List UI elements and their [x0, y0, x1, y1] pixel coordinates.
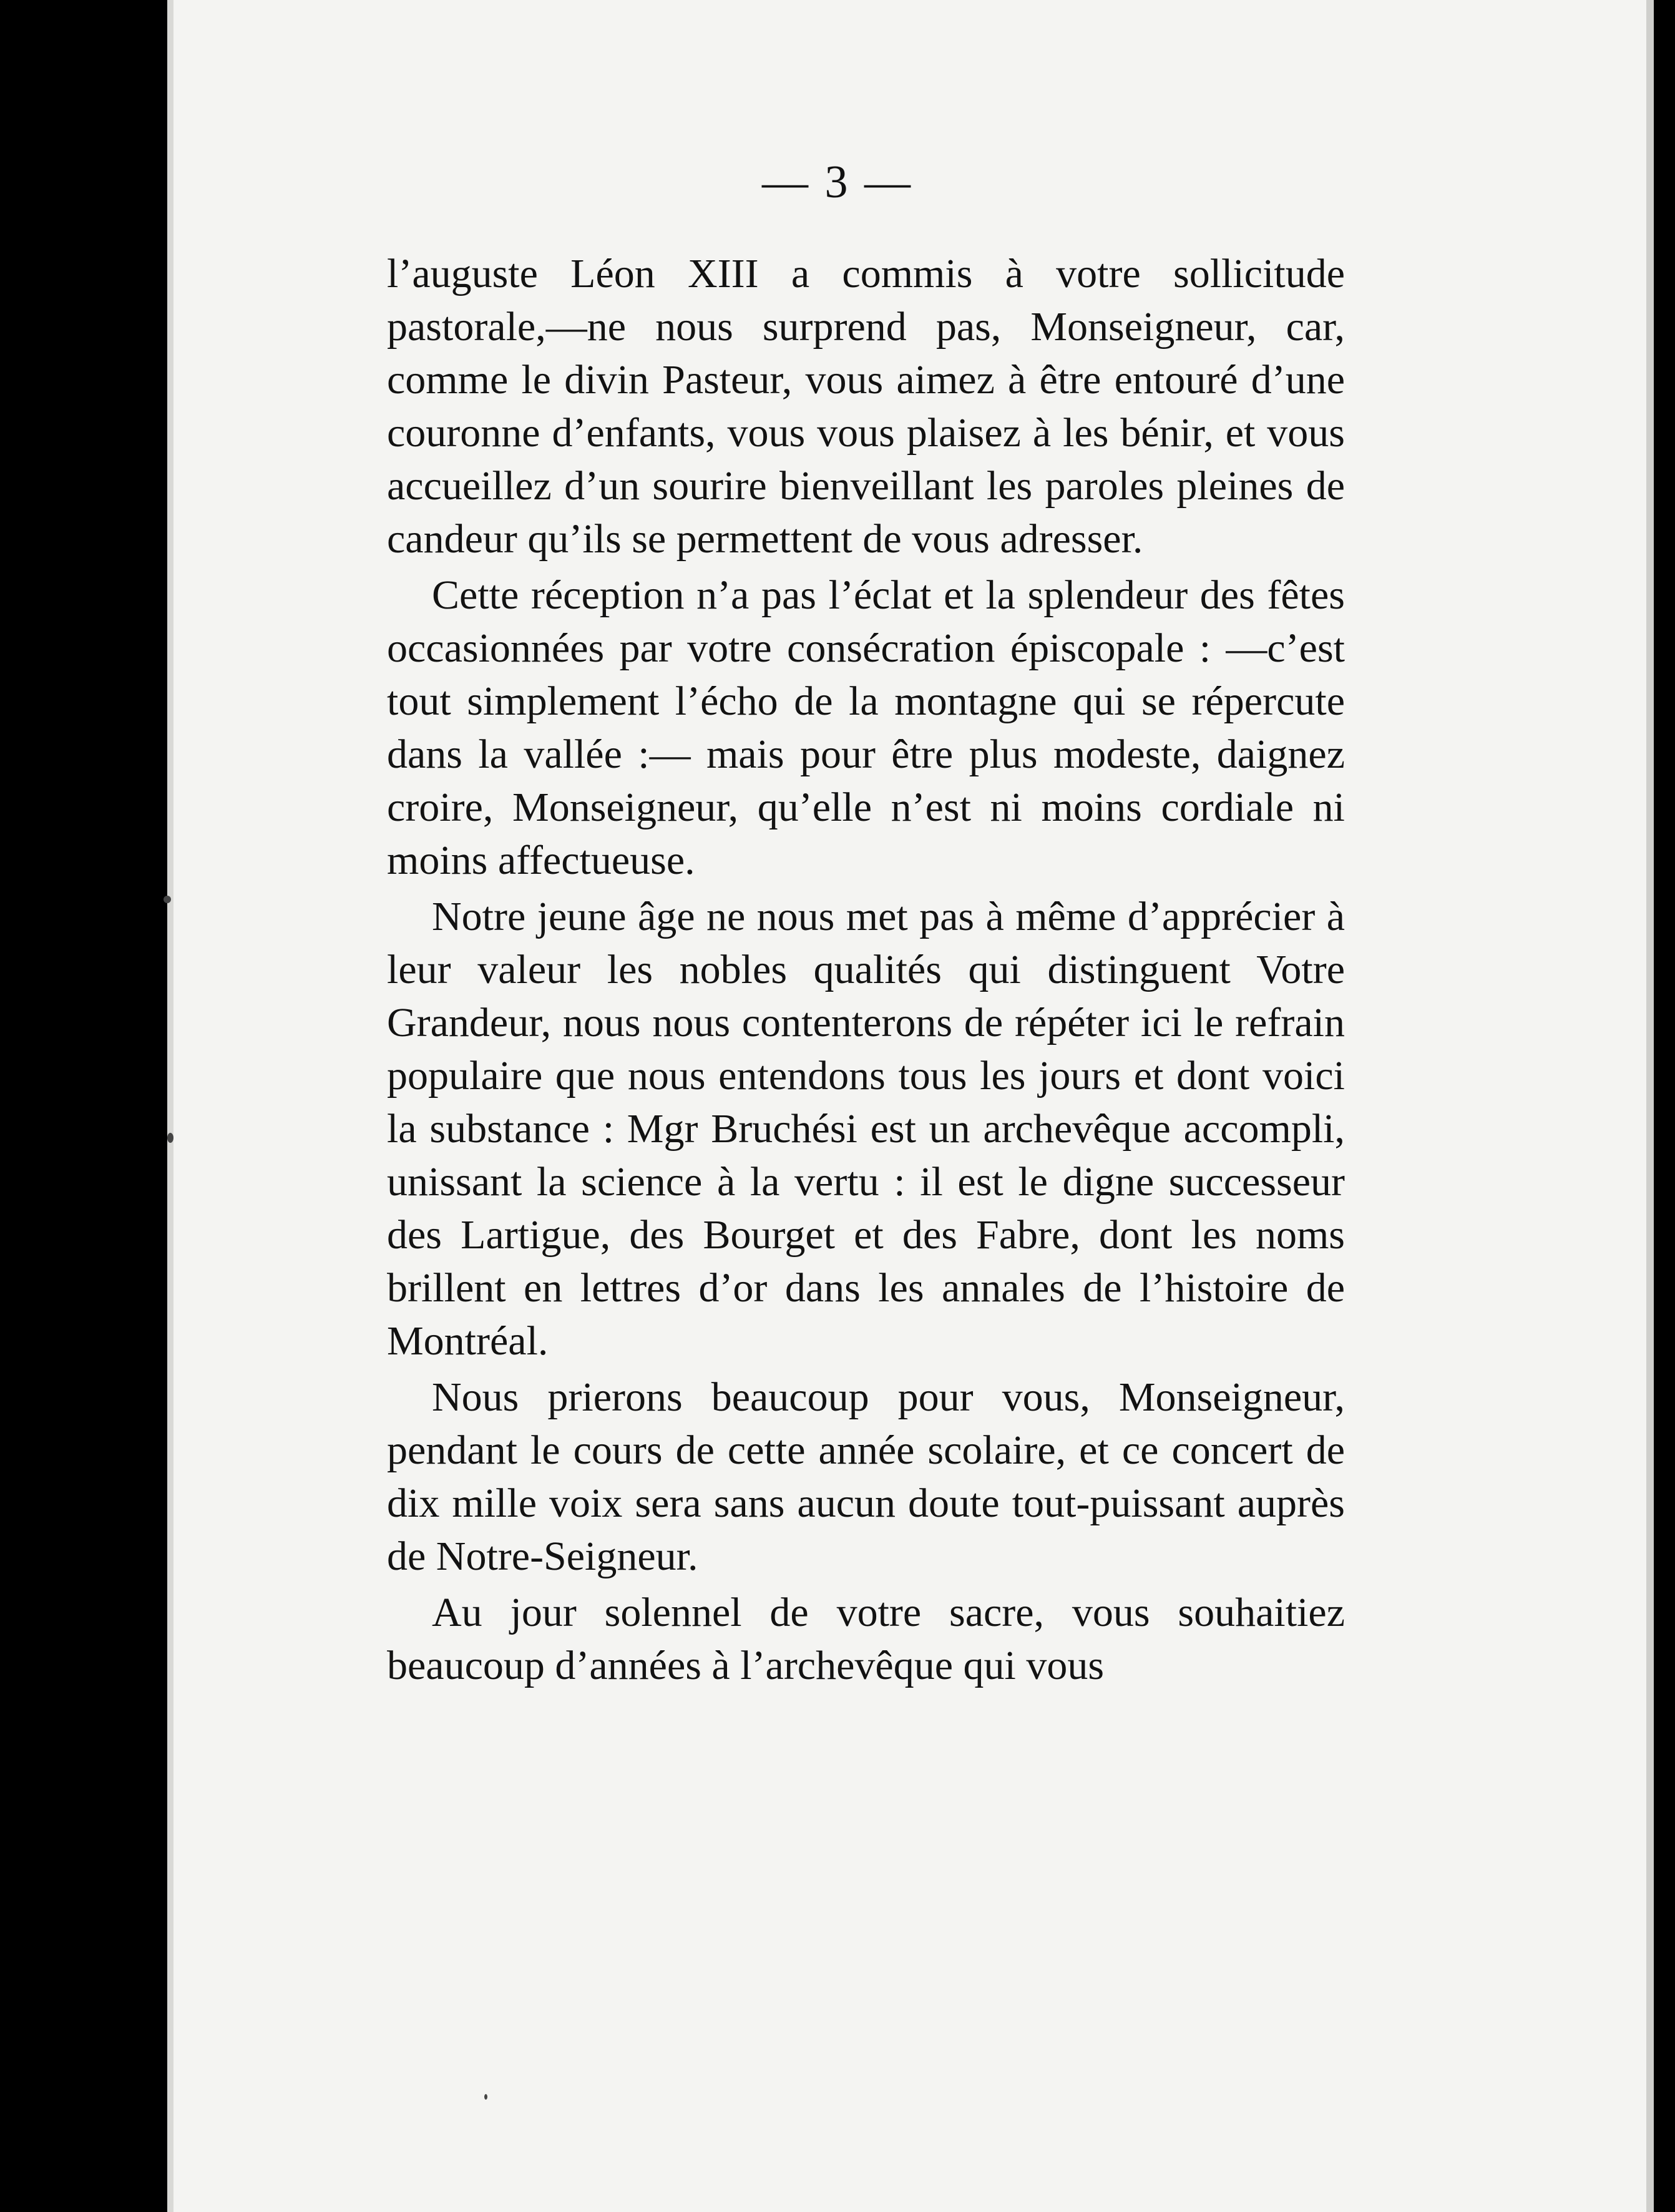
page-left-edge	[167, 0, 173, 2212]
paragraph-5: Au jour solennel de votre sacre, vous souhaitiez beaucoup d’années à l’archevêque qui vous	[387, 1590, 1345, 1688]
scan-speck	[167, 1133, 173, 1143]
page-right-edge	[1646, 0, 1654, 2212]
paragraph-1: l’auguste Léon XIII a commis à votre sollicitude pastorale,—ne nous surprend pas, Monseigneur, car, comme le divin Pasteur, vous aimez à être entouré d’une couronne d’enfants, vous vous plaisez à les bénir, et vous accueillez d’un sourire bienveillant les paroles pleines de candeur qu’ils se permettent de vous adresser.	[387, 251, 1345, 562]
paragraph-4: Nous prierons beaucoup pour vous, Monseigneur, pendant le cours de cette année scolaire, et ce concert de dix mille voix sera sans aucun doute tout-puissant auprès de Notre-Seigneur.	[387, 1374, 1345, 1579]
paragraph-2: Cette réception n’a pas l’éclat et la splendeur des fêtes occasionnées par votre consécration épiscopale : —c’est tout simplement l’écho de la montagne qui se répercute dans la vallée :— mais pour être plus modeste, daignez croire, Monseigneur, qu’elle n’est ni moins cordiale ni moins affectueuse.	[387, 572, 1345, 883]
scan-speck	[484, 2094, 487, 2100]
paragraph-3: Notre jeune âge ne nous met pas à même d’apprécier à leur valeur les nobles qualités qui distinguent Votre Grandeur, nous nous contenterons de répéter ici le refrain populaire que nous entendons tous les jours et dont voici la substance : Mgr Bruchési est un archevêque accompli, unissant la science à la vertu : il est le digne successeur des Lartigue, des Bourget et des Fabre, dont les noms brillent en lettres d’or dans les annales de l’histoire de Montréal.	[387, 894, 1345, 1364]
scan-speck	[164, 896, 171, 903]
page-number: — 3 —	[762, 157, 913, 208]
body-text	[387, 247, 1345, 1695]
